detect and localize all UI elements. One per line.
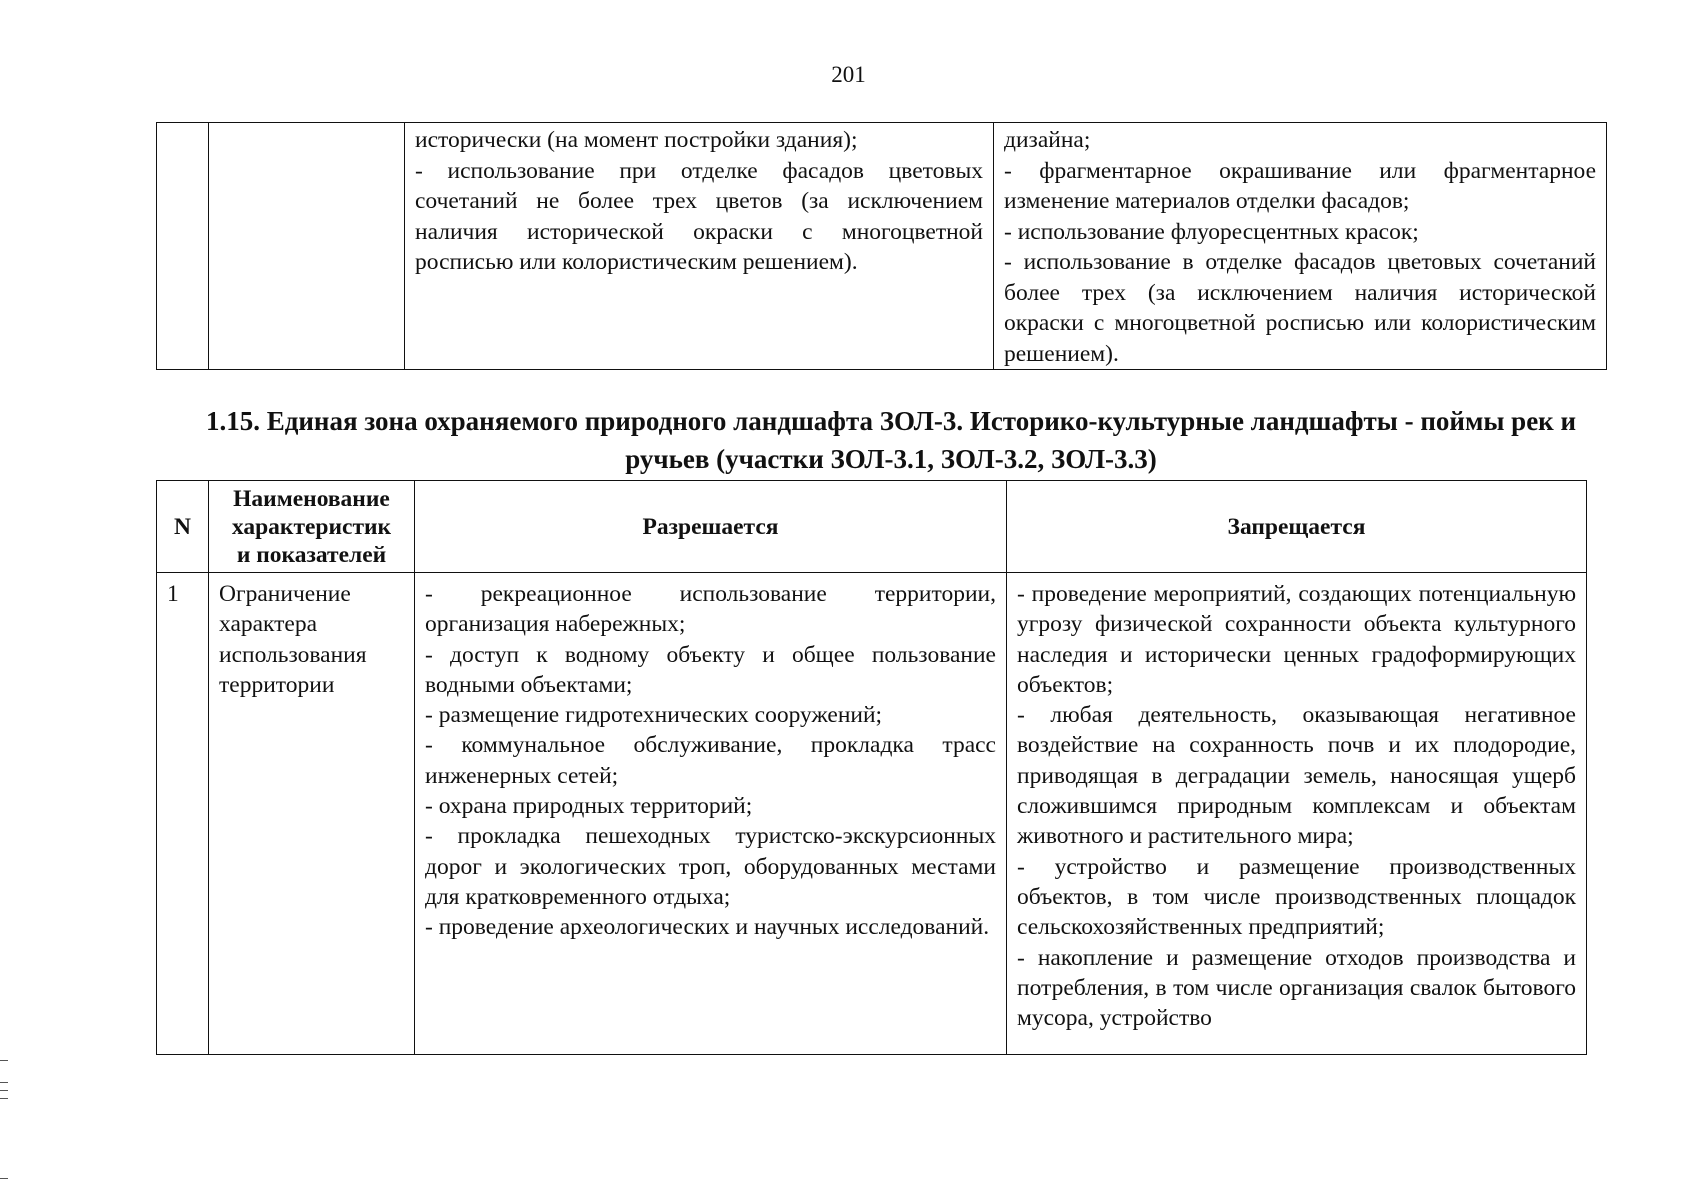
scan-mark (0, 1082, 8, 1083)
table-row (157, 123, 1607, 370)
header-allowed: Разрешается (415, 481, 1007, 573)
forbidden-item: - проведение мероприятий, создающих потенциальную угрозу физической сохранности объекта культурного наследия и исторически ценных градоформирующих объектов; (1017, 581, 1576, 698)
scan-mark (0, 1178, 8, 1179)
section-heading-line: 1.15. Единая зона охраняемого природного ландшафта ЗОЛ-3. Историко-культурные ландшафты - поймы рек и (205, 406, 1577, 436)
allowed-item: - использование при отделке фасадов цветовых сочетаний не более трех цветов (за исключением наличия исторической окраски с многоцветной росписью или колористическим решением). (415, 157, 983, 275)
header-name (209, 481, 415, 573)
cell-allowed (405, 123, 994, 370)
cell-name (209, 123, 405, 370)
page-number: 201 (831, 62, 866, 87)
main-table (156, 480, 1587, 1055)
forbidden-item: - фрагментарное окрашивание или фрагментарное изменение материалов отделки фасадов; (1004, 157, 1596, 214)
table-header-row (157, 481, 1587, 573)
forbidden-item: - любая деятельность, оказывающая негативное воздействие на сохранность почв и их плодородие, приводящая в деградации земель, наносящая ущерб сложившимся природным комплексам и объектам животного и растительного мира; (1017, 702, 1576, 850)
scan-mark (0, 1060, 8, 1061)
allowed-item: - коммунальное обслуживание, прокладка трасс инженерных сетей; (425, 732, 996, 789)
cell-name: Ограничение характера использования территории (209, 573, 415, 1055)
allowed-item: - охрана природных территорий; (425, 793, 753, 820)
header-num: N (157, 481, 209, 573)
forbidden-item: - использование флуоресцентных красок; (1004, 218, 1419, 245)
section-heading-line: ручьев (участки ЗОЛ-3.1, ЗОЛ-3.2, ЗОЛ-3.3) (625, 444, 1157, 474)
allowed-item: - проведение археологических и научных исследований. (425, 914, 990, 941)
forbidden-item: дизайна; (1004, 127, 1091, 153)
scan-mark (0, 1090, 8, 1091)
allowed-item: - размещение гидротехнических сооружений; (425, 702, 883, 729)
header-name-line: Наименование (233, 485, 390, 512)
forbidden-item: - устройство и размещение производственных объектов, в том числе производственных площадок сельскохозяйственных предприятий; (1017, 853, 1576, 941)
scan-mark (0, 1098, 8, 1099)
header-name-line: характеристик (231, 513, 392, 540)
allowed-item: - прокладка пешеходных туристско-экскурсионных дорог и экологических троп, оборудованных местами для кратковременного отдыха; (425, 823, 996, 910)
cell-num (157, 123, 209, 370)
cell-forbidden (994, 123, 1607, 370)
table-row (157, 573, 1587, 1055)
allowed-item: исторически (на момент постройки здания); (415, 127, 858, 153)
continuation-table (156, 122, 1607, 370)
forbidden-item: - использование в отделке фасадов цветовых сочетаний более трех (за исключением наличия исторической окраски с многоцветной росписью или колористическим решением). (1004, 249, 1596, 367)
cell-num: 1 (157, 573, 209, 1055)
forbidden-item: - накопление и размещение отходов производства и потребления, в том числе организация свалок бытового мусора, устройство (1017, 944, 1576, 1032)
header-forbidden: Запрещается (1007, 481, 1587, 573)
header-name-line: и показателей (236, 541, 387, 568)
allowed-item: - доступ к водному объекту и общее пользование водными объектами; (425, 641, 996, 698)
cell-allowed (415, 573, 1007, 1055)
cell-forbidden (1007, 573, 1587, 1055)
section-heading (156, 402, 1626, 478)
allowed-item: - рекреационное использование территории, организация набережных; (425, 581, 996, 638)
